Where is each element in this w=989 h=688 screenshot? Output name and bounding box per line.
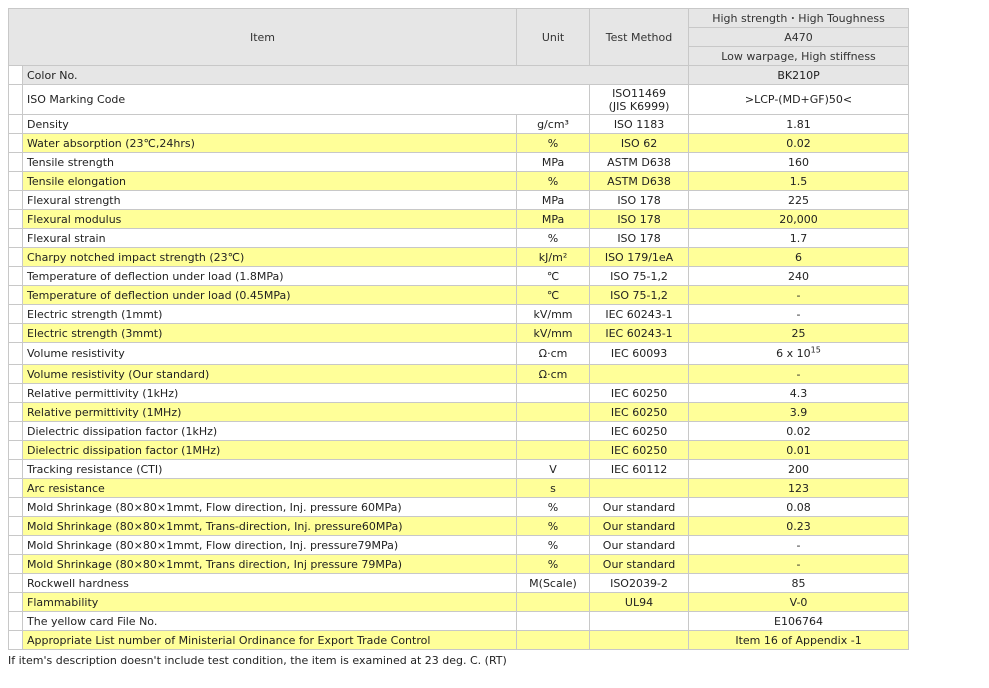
row-value: 240 — [689, 267, 909, 286]
row-item: Relative permittivity (1MHz) — [23, 403, 517, 422]
table-row — [9, 574, 909, 593]
value-base: 6 x 10 — [776, 347, 811, 360]
row-item: Rockwell hardness — [23, 574, 517, 593]
row-value: 160 — [689, 153, 909, 172]
color-label: Color No. — [23, 66, 689, 85]
row-item: Tracking resistance (CTI) — [23, 460, 517, 479]
row-method — [590, 612, 689, 631]
row-marker — [9, 267, 23, 286]
row-value: 0.02 — [689, 134, 909, 153]
row-value: 0.08 — [689, 498, 909, 517]
row-marker — [9, 134, 23, 153]
row-item: Tensile elongation — [23, 172, 517, 191]
row-value: 4.3 — [689, 384, 909, 403]
row-unit — [517, 441, 590, 460]
header-unit: Unit — [517, 9, 590, 66]
row-unit: % — [517, 517, 590, 536]
row-item: Flexural strength — [23, 191, 517, 210]
row-method: IEC 60250 — [590, 403, 689, 422]
row-value: 123 — [689, 479, 909, 498]
row-marker — [9, 460, 23, 479]
row-method: Our standard — [590, 536, 689, 555]
row-value: - — [689, 305, 909, 324]
row-unit: % — [517, 498, 590, 517]
table-row — [9, 536, 909, 555]
row-method: Our standard — [590, 555, 689, 574]
row-item: Water absorption (23℃,24hrs) — [23, 134, 517, 153]
row-method: ASTM D638 — [590, 153, 689, 172]
row-unit: % — [517, 229, 590, 248]
row-value: - — [689, 536, 909, 555]
row-unit: ℃ — [517, 286, 590, 305]
row-unit: M(Scale) — [517, 574, 590, 593]
row-value: 1.7 — [689, 229, 909, 248]
table-row — [9, 612, 909, 631]
row-item: Volume resistivity (Our standard) — [23, 365, 517, 384]
header-grade-line3: Low warpage, High stiffness — [689, 47, 909, 66]
row-value: 20,000 — [689, 210, 909, 229]
row-marker — [9, 248, 23, 267]
row-marker — [9, 422, 23, 441]
row-unit: % — [517, 172, 590, 191]
row-method: IEC 60243-1 — [590, 305, 689, 324]
row-marker — [9, 210, 23, 229]
row-value: E106764 — [689, 612, 909, 631]
row-marker — [9, 66, 23, 85]
row-marker — [9, 153, 23, 172]
row-marker — [9, 536, 23, 555]
table-row — [9, 267, 909, 286]
row-marker — [9, 403, 23, 422]
row-marker — [9, 286, 23, 305]
row-value: 0.02 — [689, 422, 909, 441]
table-row — [9, 134, 909, 153]
row-unit — [517, 631, 590, 650]
row-unit: s — [517, 479, 590, 498]
table-row — [9, 403, 909, 422]
row-unit: % — [517, 555, 590, 574]
row-item: Electric strength (1mmt) — [23, 305, 517, 324]
table-row — [9, 441, 909, 460]
row-marker — [9, 365, 23, 384]
row-method — [590, 479, 689, 498]
table-row — [9, 593, 909, 612]
row-method: IEC 60093 — [590, 343, 689, 365]
row-value: 0.23 — [689, 517, 909, 536]
header-test-method: Test Method — [590, 9, 689, 66]
iso-marking-row — [9, 85, 909, 115]
row-unit: ℃ — [517, 267, 590, 286]
table-row — [9, 324, 909, 343]
volume-resistivity-row — [9, 343, 909, 365]
row-marker — [9, 85, 23, 115]
iso-marking-value: >LCP-(MD+GF)50< — [689, 85, 909, 115]
row-method: IEC 60250 — [590, 422, 689, 441]
row-method: ISO 75-1,2 — [590, 267, 689, 286]
iso-method-line1: ISO11469 — [612, 86, 666, 100]
row-value: - — [689, 286, 909, 305]
table-row — [9, 517, 909, 536]
row-value: 200 — [689, 460, 909, 479]
table-row — [9, 498, 909, 517]
row-value: 6 — [689, 248, 909, 267]
row-item: Density — [23, 115, 517, 134]
row-unit: kJ/m² — [517, 248, 590, 267]
table-row — [9, 172, 909, 191]
row-marker — [9, 172, 23, 191]
row-unit: V — [517, 460, 590, 479]
row-unit: kV/mm — [517, 324, 590, 343]
row-marker — [9, 574, 23, 593]
row-value: Item 16 of Appendix -1 — [689, 631, 909, 650]
row-item: Charpy notched impact strength (23℃) — [23, 248, 517, 267]
row-marker — [9, 631, 23, 650]
footnote: If item's description doesn't include test condition, the item is examined at 23 deg. C. (RT) — [8, 654, 507, 667]
table-row — [9, 210, 909, 229]
row-item: Flammability — [23, 593, 517, 612]
row-marker — [9, 555, 23, 574]
row-method: ISO 62 — [590, 134, 689, 153]
table-row — [9, 365, 909, 384]
row-item: Flexural modulus — [23, 210, 517, 229]
row-method: ISO2039-2 — [590, 574, 689, 593]
row-marker — [9, 343, 23, 365]
row-value: 1.5 — [689, 172, 909, 191]
row-marker — [9, 441, 23, 460]
row-method: IEC 60250 — [590, 441, 689, 460]
row-method: ASTM D638 — [590, 172, 689, 191]
row-item: Mold Shrinkage (80×80×1mmt, Flow direction, Inj. pressure79MPa) — [23, 536, 517, 555]
row-item: Mold Shrinkage (80×80×1mmt, Trans direction, Inj pressure 79MPa) — [23, 555, 517, 574]
row-unit: kV/mm — [517, 305, 590, 324]
row-item: Dielectric dissipation factor (1kHz) — [23, 422, 517, 441]
table-row — [9, 422, 909, 441]
table-row — [9, 229, 909, 248]
header-item: Item — [9, 9, 517, 66]
color-value: BK210P — [689, 66, 909, 85]
row-item: Electric strength (3mmt) — [23, 324, 517, 343]
row-method: IEC 60112 — [590, 460, 689, 479]
row-marker — [9, 612, 23, 631]
row-method: ISO 178 — [590, 210, 689, 229]
table-row — [9, 460, 909, 479]
iso-method-line2: (JIS K6999) — [608, 99, 670, 113]
row-unit: MPa — [517, 191, 590, 210]
row-method: ISO 75-1,2 — [590, 286, 689, 305]
row-marker — [9, 517, 23, 536]
row-value: 85 — [689, 574, 909, 593]
row-marker — [9, 115, 23, 134]
row-unit: g/cm³ — [517, 115, 590, 134]
table-row — [9, 153, 909, 172]
table-row — [9, 191, 909, 210]
row-value: 0.01 — [689, 441, 909, 460]
row-method: Our standard — [590, 498, 689, 517]
row-method: ISO 178 — [590, 191, 689, 210]
row-value: V-0 — [689, 593, 909, 612]
value-exponent: 15 — [810, 345, 821, 355]
row-marker — [9, 384, 23, 403]
row-item: Tensile strength — [23, 153, 517, 172]
row-unit — [517, 384, 590, 403]
table-row — [9, 555, 909, 574]
table-row — [9, 479, 909, 498]
table-row — [9, 248, 909, 267]
row-item: Arc resistance — [23, 479, 517, 498]
header-grade-line2: A470 — [689, 28, 909, 47]
row-method — [590, 365, 689, 384]
row-value — [689, 343, 909, 365]
iso-marking-method — [590, 85, 689, 115]
row-item: Temperature of deflection under load (1.8MPa) — [23, 267, 517, 286]
row-item: Mold Shrinkage (80×80×1mmt, Flow direction, Inj. pressure 60MPa) — [23, 498, 517, 517]
row-method: IEC 60250 — [590, 384, 689, 403]
row-item: Flexural strain — [23, 229, 517, 248]
table-row — [9, 115, 909, 134]
row-marker — [9, 593, 23, 612]
row-unit: Ω·cm — [517, 365, 590, 384]
row-value: 25 — [689, 324, 909, 343]
row-marker — [9, 305, 23, 324]
row-marker — [9, 324, 23, 343]
row-item: Relative permittivity (1kHz) — [23, 384, 517, 403]
row-method: ISO 178 — [590, 229, 689, 248]
row-item: Dielectric dissipation factor (1MHz) — [23, 441, 517, 460]
row-unit — [517, 422, 590, 441]
row-marker — [9, 479, 23, 498]
row-method: ISO 1183 — [590, 115, 689, 134]
row-method: UL94 — [590, 593, 689, 612]
iso-marking-label: ISO Marking Code — [23, 85, 590, 115]
row-marker — [9, 229, 23, 248]
table-row — [9, 286, 909, 305]
table-row — [9, 384, 909, 403]
row-unit: Ω·cm — [517, 343, 590, 365]
row-method: Our standard — [590, 517, 689, 536]
row-value: - — [689, 555, 909, 574]
row-method: ISO 179/1eA — [590, 248, 689, 267]
row-value: 225 — [689, 191, 909, 210]
table-row — [9, 631, 909, 650]
row-value: 1.81 — [689, 115, 909, 134]
row-unit: % — [517, 134, 590, 153]
header-grade-line1: High strength・High Toughness — [689, 9, 909, 28]
row-unit: MPa — [517, 210, 590, 229]
row-item: Volume resistivity — [23, 343, 517, 365]
row-marker — [9, 191, 23, 210]
table-body — [9, 66, 909, 650]
row-value: 3.9 — [689, 403, 909, 422]
row-marker — [9, 498, 23, 517]
row-item: Mold Shrinkage (80×80×1mmt, Trans-direction, Inj. pressure60MPa) — [23, 517, 517, 536]
table-header — [9, 9, 909, 66]
table-row — [9, 305, 909, 324]
row-method — [590, 631, 689, 650]
property-table-container — [8, 8, 908, 650]
row-unit — [517, 593, 590, 612]
row-unit: % — [517, 536, 590, 555]
row-item: Temperature of deflection under load (0.45MPa) — [23, 286, 517, 305]
color-row — [9, 66, 909, 85]
property-table — [8, 8, 909, 650]
row-item: The yellow card File No. — [23, 612, 517, 631]
row-method: IEC 60243-1 — [590, 324, 689, 343]
row-unit — [517, 612, 590, 631]
row-value: - — [689, 365, 909, 384]
row-item: Appropriate List number of Ministerial Ordinance for Export Trade Control — [23, 631, 517, 650]
row-unit — [517, 403, 590, 422]
row-unit: MPa — [517, 153, 590, 172]
